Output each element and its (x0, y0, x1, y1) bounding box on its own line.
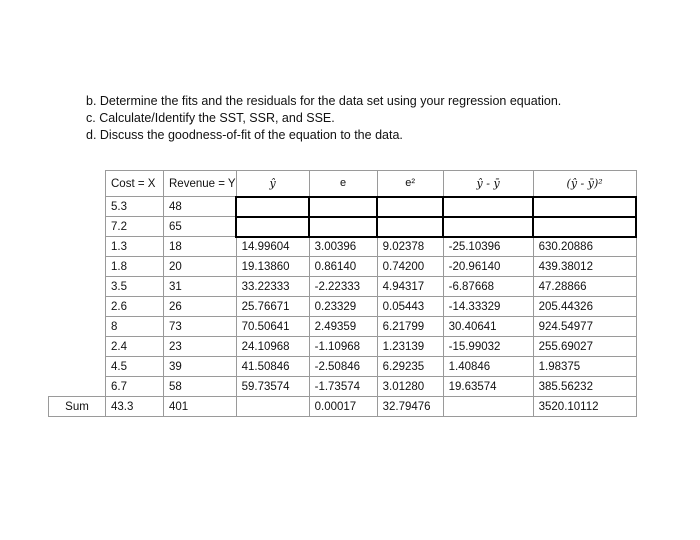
cell-x: 4.5 (106, 357, 164, 377)
cell-x: 1.8 (106, 257, 164, 277)
instruction-d: d. Discuss the goodness-of-fit of the equation to the data. (86, 128, 403, 142)
cell-e: 0.86140 (309, 257, 377, 277)
answer-box-e2 (377, 197, 443, 217)
table-row (49, 197, 637, 217)
cell-dev: -14.33329 (443, 297, 533, 317)
sum-dev (443, 397, 533, 417)
cell-y: 26 (164, 297, 237, 317)
cell-yhat: 19.13860 (236, 257, 309, 277)
cell-x: 2.6 (106, 297, 164, 317)
header-yhat: ŷ (236, 171, 309, 197)
cell-dev2: 385.56232 (533, 377, 636, 397)
cell-e2: 6.21799 (377, 317, 443, 337)
table-row (49, 317, 637, 337)
header-e: e (309, 171, 377, 197)
answer-box-dev2 (533, 217, 636, 237)
header-row (49, 171, 637, 197)
cell-e: -1.10968 (309, 337, 377, 357)
table-row (49, 257, 637, 277)
cell-yhat: 41.50846 (236, 357, 309, 377)
cell-dev2: 1.98375 (533, 357, 636, 377)
header-e-squared: e² (377, 171, 443, 197)
cell-y: 18 (164, 237, 237, 257)
cell-yhat: 14.99604 (236, 237, 309, 257)
answer-box-yhat (236, 217, 309, 237)
cell-x: 2.4 (106, 337, 164, 357)
cell-x: 3.5 (106, 277, 164, 297)
header-revenue: Revenue = Y (164, 171, 237, 197)
cell-dev2: 439.38012 (533, 257, 636, 277)
cell-dev: 1.40846 (443, 357, 533, 377)
table-row (49, 337, 637, 357)
table-row (49, 357, 637, 377)
cell-dev: -25.10396 (443, 237, 533, 257)
instructions (86, 93, 561, 144)
cell-y: 48 (164, 197, 237, 217)
cell-dev: 30.40641 (443, 317, 533, 337)
table-row (49, 237, 637, 257)
cell-dev: -20.96140 (443, 257, 533, 277)
sum-label: Sum (49, 397, 106, 417)
cell-x: 6.7 (106, 377, 164, 397)
header-cost: Cost = X (106, 171, 164, 197)
answer-box-dev (443, 197, 533, 217)
cell-e: -1.73574 (309, 377, 377, 397)
instruction-c: c. Calculate/Identify the SST, SSR, and SSE. (86, 111, 335, 125)
cell-dev: -15.99032 (443, 337, 533, 357)
cell-x: 1.3 (106, 237, 164, 257)
table-row (49, 297, 637, 317)
cell-e2: 0.05443 (377, 297, 443, 317)
cell-dev: 19.63574 (443, 377, 533, 397)
cell-e: -2.50846 (309, 357, 377, 377)
cell-y: 31 (164, 277, 237, 297)
cell-e2: 6.29235 (377, 357, 443, 377)
table-row (49, 217, 637, 237)
cell-dev2: 205.44326 (533, 297, 636, 317)
table-row (49, 377, 637, 397)
cell-y: 65 (164, 217, 237, 237)
cell-dev: -6.87668 (443, 277, 533, 297)
cell-x: 7.2 (106, 217, 164, 237)
cell-dev2: 47.28866 (533, 277, 636, 297)
cell-y: 73 (164, 317, 237, 337)
cell-y: 39 (164, 357, 237, 377)
cell-dev2: 255.69027 (533, 337, 636, 357)
answer-box-e2 (377, 217, 443, 237)
cell-e2: 4.94317 (377, 277, 443, 297)
sum-e-squared: 32.79476 (377, 397, 443, 417)
sum-y: 401 (164, 397, 237, 417)
cell-yhat: 24.10968 (236, 337, 309, 357)
cell-y: 23 (164, 337, 237, 357)
sum-x: 43.3 (106, 397, 164, 417)
sum-e: 0.00017 (309, 397, 377, 417)
cell-e: 3.00396 (309, 237, 377, 257)
cell-e2: 3.01280 (377, 377, 443, 397)
table-row (49, 277, 637, 297)
cell-y: 20 (164, 257, 237, 277)
header-yhat-minus-ybar-squared: (ŷ - ȳ)² (533, 171, 636, 197)
cell-dev2: 630.20886 (533, 237, 636, 257)
sum-dev-squared: 3520.10112 (533, 397, 636, 417)
answer-box-dev2 (533, 197, 636, 217)
cell-e: 2.49359 (309, 317, 377, 337)
cell-e2: 0.74200 (377, 257, 443, 277)
answer-box-yhat (236, 197, 309, 217)
answer-box-dev (443, 217, 533, 237)
sum-row (49, 397, 637, 417)
cell-yhat: 33.22333 (236, 277, 309, 297)
answer-box-e (309, 217, 377, 237)
cell-e: 0.23329 (309, 297, 377, 317)
header-yhat-minus-ybar: ŷ - ȳ (443, 171, 533, 197)
answer-box-e (309, 197, 377, 217)
cell-yhat: 70.50641 (236, 317, 309, 337)
cell-yhat: 59.73574 (236, 377, 309, 397)
cell-dev2: 924.54977 (533, 317, 636, 337)
cell-x: 8 (106, 317, 164, 337)
cell-y: 58 (164, 377, 237, 397)
cell-e: -2.22333 (309, 277, 377, 297)
sum-yhat (236, 397, 309, 417)
cell-yhat: 25.76671 (236, 297, 309, 317)
regression-table (48, 170, 637, 417)
cell-x: 5.3 (106, 197, 164, 217)
instruction-b: b. Determine the fits and the residuals for the data set using your regression equation. (86, 94, 562, 108)
cell-e2: 1.23139 (377, 337, 443, 357)
cell-e2: 9.02378 (377, 237, 443, 257)
